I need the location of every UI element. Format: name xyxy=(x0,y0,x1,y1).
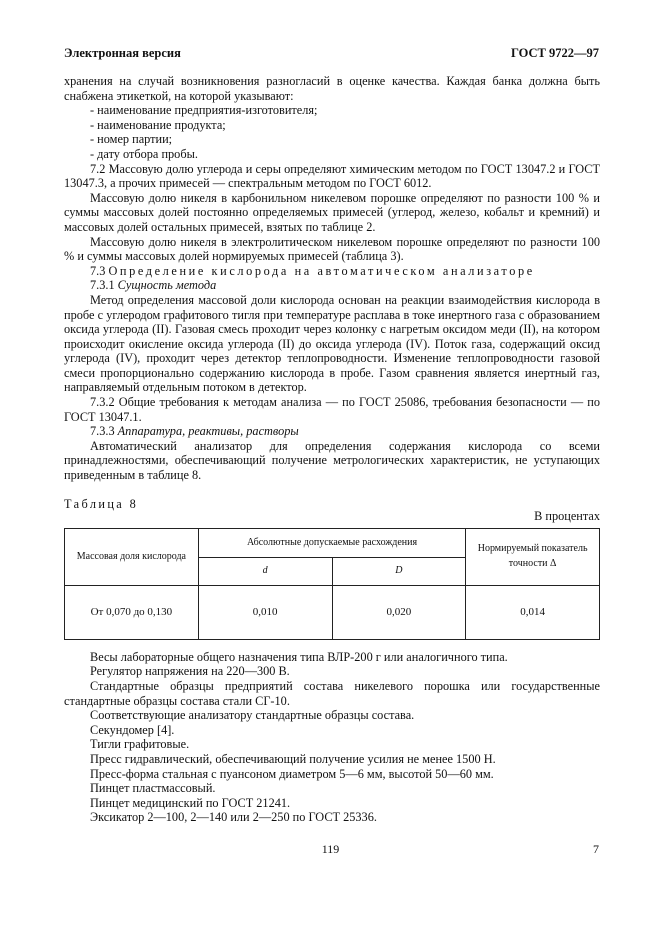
header-absolute-discrepancies: Абсолютные допускаемые расхождения xyxy=(198,528,466,557)
paragraph-nickel-carbonyl: Массовую долю никеля в карбонильном никелевом порошке определяют по разности 100 % и суммы массовых долей постоянно определяемых примесей (углерод, железо, кобальт и кремний) и массовых долей остальных примесей, взятых по таблице 2. xyxy=(64,190,600,234)
section-7-3-number: 7.3 xyxy=(90,263,106,278)
paragraph-storage: хранения на случай возникновения разногласий в оценке качества. Каждая банка должна быть снабжена этикеткой, на которой указывают: xyxy=(64,74,600,103)
list-item: Пинцет пластмассовый. xyxy=(90,781,216,796)
section-7-3-3-heading xyxy=(64,424,600,439)
list-item: - дату отбора пробы. xyxy=(90,146,198,161)
section-7-3-1-number: 7.3.1 xyxy=(90,278,115,293)
table-units: В процентах xyxy=(534,509,600,524)
header-d: d xyxy=(198,557,332,585)
table-cell: 0,020 xyxy=(332,585,466,639)
list-item: Тигли графитовые. xyxy=(90,737,190,752)
section-7-3-1-heading xyxy=(64,278,600,293)
list-item: - номер партии; xyxy=(90,132,173,147)
table-caption: Таблица 8 xyxy=(64,496,139,511)
section-7-3-3-title: Аппаратура, реактивы, растворы xyxy=(117,424,299,439)
section-7-3-title: Определение кислорода на автоматическом анализаторе xyxy=(108,263,535,278)
list-item: Пресс-форма стальная с пуансоном диаметром 5—6 мм, высотой 50—60 мм. xyxy=(90,766,494,781)
header-left: Электронная версия xyxy=(64,46,181,60)
paragraph-analyzer: Автоматический анализатор для определения содержания кислорода со всеми принадлежностями, обеспечивающий получение метрологических характеристик, не уступающих приведенным в таблице 8. xyxy=(64,438,600,483)
list-item: Эксикатор 2—100, 2—140 или 2—250 по ГОСТ 25336. xyxy=(90,810,377,825)
page-number-center: 119 xyxy=(321,842,340,856)
section-7-3-heading xyxy=(64,264,600,279)
list-item: Пресс гидравлический, обеспечивающий получение усилия не менее 1500 Н. xyxy=(90,751,496,766)
header-accuracy: Нормируемый показатель точности Δ xyxy=(466,528,600,585)
header-D: D xyxy=(332,557,466,585)
equipment-list xyxy=(64,650,600,825)
header-right: ГОСТ 9722—97 xyxy=(510,46,599,60)
section-7-3-1-title: Сущность метода xyxy=(117,278,217,293)
list-item: Стандартные образцы предприятий состава никелевого порошка или государственные стандартные образцы состава стали СГ-10. xyxy=(64,679,600,708)
paragraph-7-2: 7.2 Массовую долю углерода и серы определяют химическим методом по ГОСТ 13047.2 и ГОСТ 13047.3, а прочих примесей — спектральным методом по ГОСТ 6012. xyxy=(64,161,600,191)
table-8 xyxy=(64,528,600,640)
list-item: - наименование продукта; xyxy=(90,117,226,132)
list-item: Пинцет медицинский по ГОСТ 21241. xyxy=(90,795,291,810)
page-number-right: 7 xyxy=(593,842,599,856)
table-cell: 0,010 xyxy=(198,585,332,639)
list-item: Соответствующие анализатору стандартные образцы состава. xyxy=(90,708,415,723)
paragraph-7-3-2: 7.3.2 Общие требования к методам анализа — по ГОСТ 25086, требования безопасности — по ГОСТ 13047.1. xyxy=(64,395,600,424)
section-7-3-3-number: 7.3.3 xyxy=(90,424,115,439)
paragraph-method: Метод определения массовой доли кислорода основан на реакции взаимодействия кислорода в пробе с углеродом графитового тигля при температуре расплава в токе инертного газа с образованием оксида углерода (II). Газовая смесь проходит через колонку с нагретым оксидом меди (II), на котором происходит окисление оксида углерода (II) до оксида углерода (IV). Поток газа, содержащий оксид углерода (IV), проходит через детектор теплопроводности. Изменение теплопроводности газовой смеси пропорционально содержанию кислорода в пробе. Газом сравнения является инертный газ, направляемый отдельным потоком в детектор. xyxy=(64,292,600,395)
paragraph-nickel-electrolytic: Массовую долю никеля в электролитическом никелевом порошке определяют по разности 100 % и суммы массовых долей нормируемых примесей (таблица 3). xyxy=(64,234,600,264)
list-item: - наименование предприятия-изготовителя; xyxy=(90,103,318,118)
list-item: Весы лабораторные общего назначения типа ВЛР-200 г или аналогичного типа. xyxy=(90,649,508,664)
document-body xyxy=(64,74,600,825)
table-row xyxy=(65,585,600,639)
list-item: Секундомер [4]. xyxy=(90,722,175,737)
list-item: Регулятор напряжения на 220—300 В. xyxy=(90,664,290,679)
table-cell: 0,014 xyxy=(466,585,600,639)
table-cell: От 0,070 до 0,130 xyxy=(65,585,199,639)
header-oxygen-fraction: Массовая доля кислорода xyxy=(65,528,199,585)
